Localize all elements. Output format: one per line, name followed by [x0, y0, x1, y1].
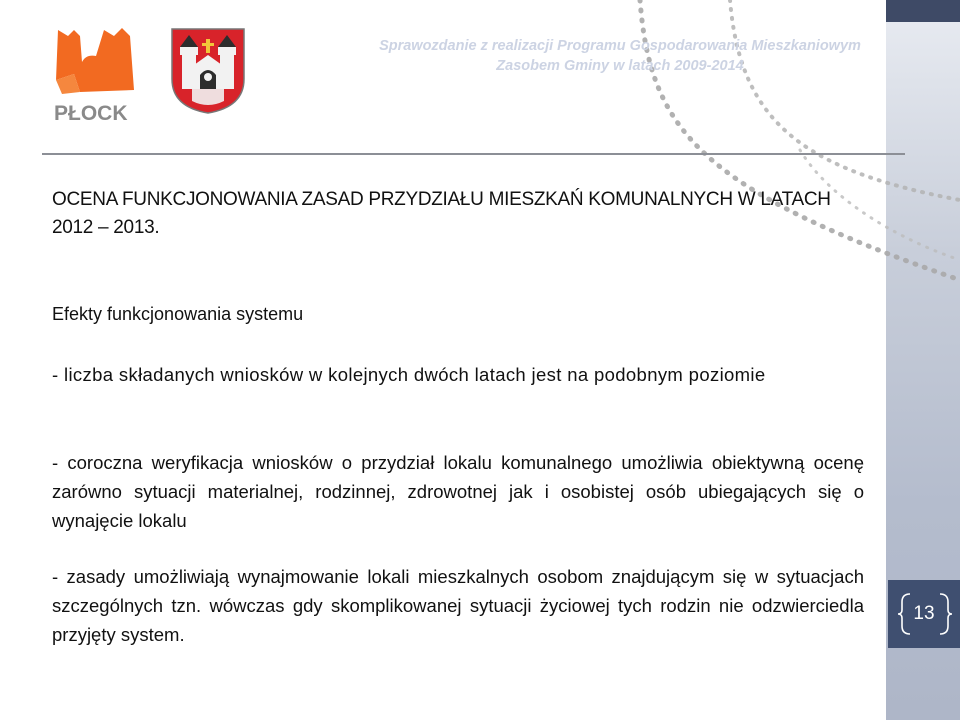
header-title-line2: Zasobem Gminy w latach 2009-2014 — [496, 58, 744, 74]
header-title-line1: Sprawozdanie z realizacji Programu Gospodarowania Mieszkaniowym — [379, 38, 861, 54]
slide-title: OCENA FUNKCJONOWANIA ZASAD PRZYDZIAŁU MIESZKAŃ KOMUNALNYCH W LATACH 2012 – 2013. — [52, 189, 831, 238]
header-divider — [42, 153, 905, 155]
bullet-item-1: - liczba składanych wniosków w kolejnych dwóch latach jest na podobnym poziomie — [52, 364, 766, 385]
logo-text: PŁOCK — [54, 102, 128, 125]
bullet-item-2: - coroczna weryfikacja wniosków o przydział lokalu komunalnego umożliwia obiektywną ocenę zarówno sytuacji materialnej, rodzinnej, zdrowotnej jak i osobistej osób ubiegających się o wynajęcie lokalu — [52, 452, 864, 531]
coat-of-arms — [170, 27, 246, 115]
slide-subheading: Efekty funkcjonowania systemu — [52, 304, 304, 324]
coat-of-arms-icon — [170, 27, 246, 115]
page-number: 13 — [913, 603, 935, 624]
header-title — [360, 36, 880, 76]
side-panel-top — [886, 0, 960, 22]
plock-logo-icon — [52, 22, 142, 132]
plock-logo — [52, 22, 142, 132]
bullet-item-3: - zasady umożliwiają wynajmowanie lokali mieszkalnych osobom znajdującym się w sytuacjach szczególnych tzn. wówczas gdy skomplikowanej sytuacji życiowej tych rodzin nie odzwierciedla przyjęty system. — [52, 566, 864, 645]
